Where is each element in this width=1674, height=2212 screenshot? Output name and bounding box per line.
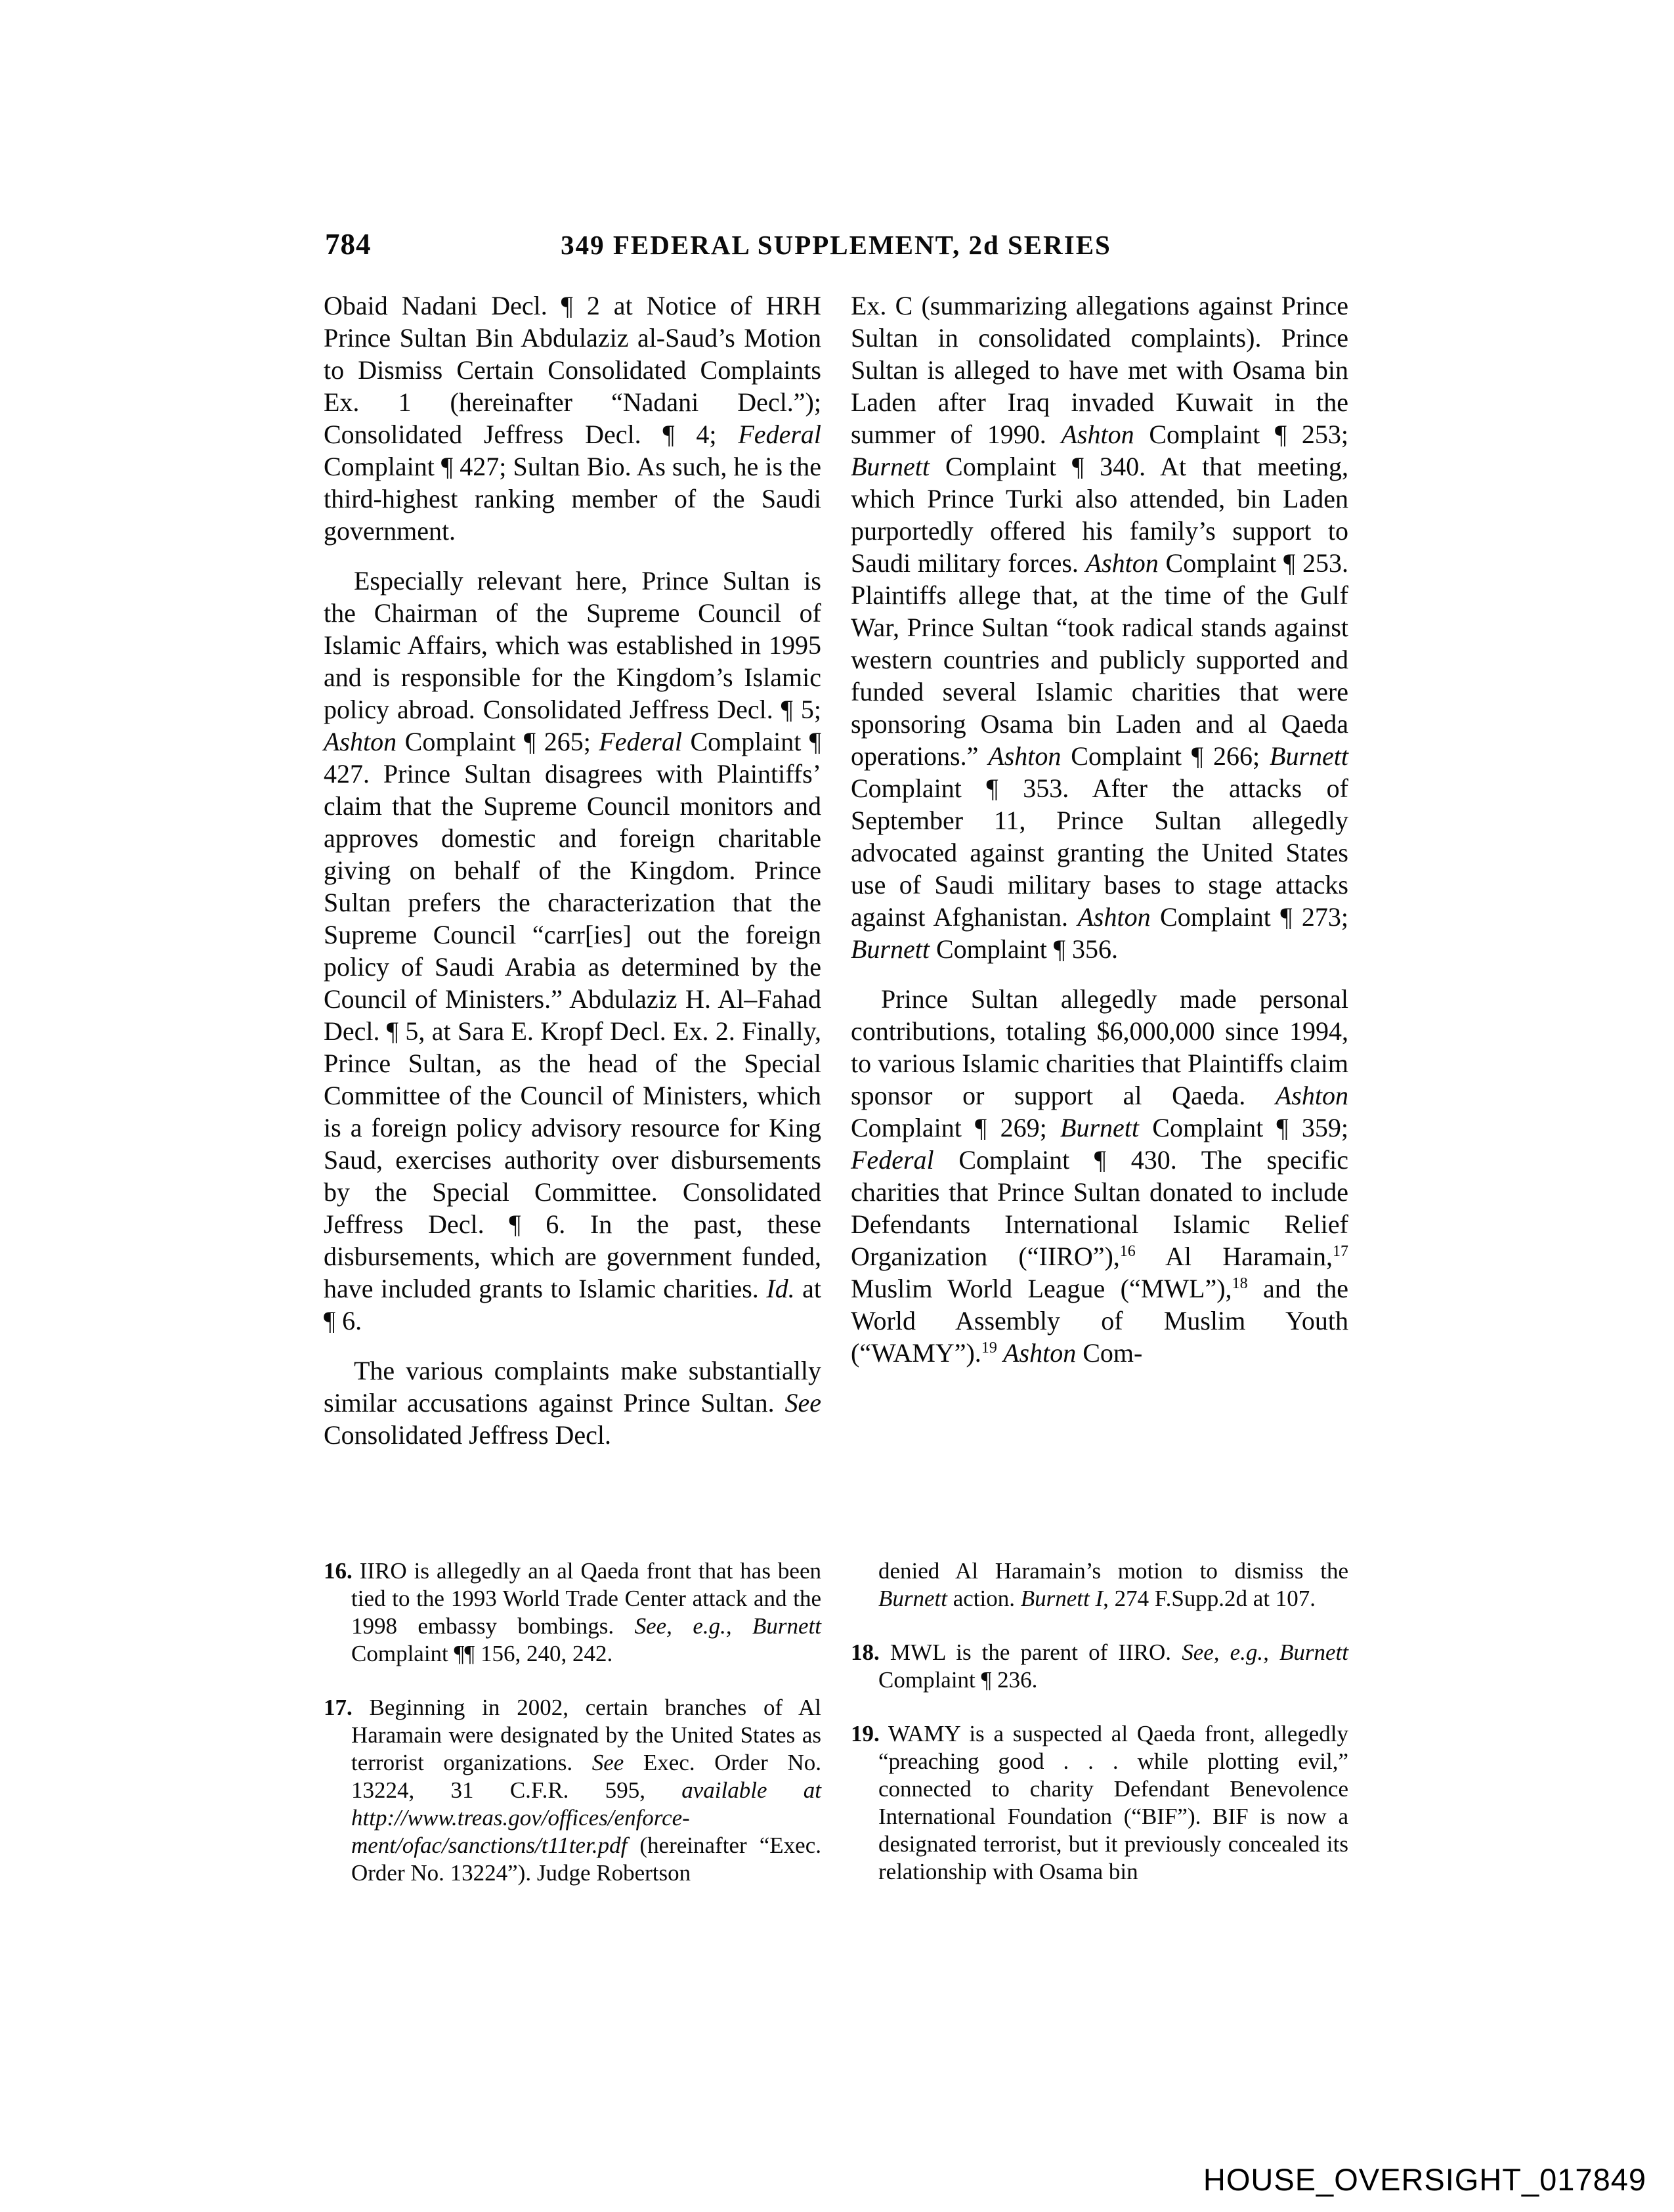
- case-name-italic: Ashton: [997, 1338, 1077, 1368]
- text-segment: Complaint ¶ 265;: [397, 727, 599, 756]
- text-segment: Complaint ¶ 266;: [1061, 741, 1270, 771]
- text-segment: Obaid Nadani Decl. ¶ 2 at Notice of HRH Prince Sultan Bin Abdulaziz al-Saud’s Motion to Dismiss Certain Consolidated Complaints Ex. 1 (hereinafter “Nadani Decl.”); Consolidated Jeffress Decl. ¶ 4;: [324, 291, 821, 449]
- paragraph-left-1: [324, 290, 821, 547]
- text-segment: action.: [947, 1586, 1021, 1611]
- footnote-18: [851, 1639, 1348, 1694]
- case-name-italic: Federal: [851, 1145, 934, 1175]
- case-name-italic: Burnett: [851, 934, 930, 964]
- footnote-16: [324, 1557, 821, 1668]
- footnote-number: 18.: [851, 1639, 880, 1665]
- case-name-italic: Ashton: [988, 741, 1062, 771]
- footnote-ref-19: 19: [981, 1339, 997, 1356]
- footnote-number: 17.: [324, 1695, 353, 1720]
- running-head: [324, 227, 1348, 261]
- text-segment: Complaint ¶ 359;: [1139, 1113, 1349, 1142]
- footnote-ref-18: 18: [1232, 1275, 1248, 1292]
- text-segment: Com-: [1076, 1338, 1143, 1368]
- text-segment: Complaint ¶ 356.: [929, 934, 1118, 964]
- page-number: 784: [325, 228, 372, 261]
- see-cite-italic: See, e.g., Burnett: [634, 1613, 821, 1639]
- text-segment: MWL is the parent of IIRO.: [879, 1639, 1182, 1665]
- footnote-ref-17: 17: [1332, 1243, 1348, 1260]
- text-segment: IIRO is allegedly an al Qaeda front that has been tied to the 1993 World Trade Center attack and the 1998 embassy bombings.: [351, 1558, 821, 1639]
- paragraph-left-3: [324, 1355, 821, 1451]
- text-segment: Complaint ¶ 253. Plaintiffs allege that, at the time of the Gulf War, Prince Sultan “took radical stands against western countries and publicly supported and funded several Islamic charities that were sponsoring Osama bin Laden and al Qaeda operations.”: [851, 548, 1349, 771]
- case-name-italic: Ashton: [1085, 548, 1159, 578]
- case-name-italic: Burnett: [1060, 1113, 1139, 1142]
- see-signal-italic: See: [784, 1388, 821, 1418]
- text-segment: Complaint ¶ 427; Sultan Bio. As such, he is the third-highest ranking member of the Saudi government.: [324, 452, 821, 546]
- text-segment: Exec. Order No. 13224, 31 C.F.R. 595,: [351, 1750, 821, 1803]
- case-name-italic: Federal: [599, 727, 682, 756]
- text-segment: Beginning in 2002, certain branches of Al Haramain were designated by the United States as terrorist organizations.: [351, 1695, 821, 1775]
- text-segment: , 274 F.Supp.2d at 107.: [1103, 1586, 1316, 1611]
- case-name-italic: Burnett I: [1020, 1586, 1104, 1611]
- text-segment: The various complaints make substantially similar accusations against Prince Sultan.: [324, 1356, 821, 1418]
- case-name-italic: Burnett: [851, 452, 930, 481]
- text-segment: Complaint ¶ 269;: [851, 1113, 1061, 1142]
- text-segment: Prince Sultan allegedly made personal contributions, totaling $6,000,000 since 1994, to various Islamic charities that Plaintiffs claim sponsor or support al Qaeda.: [851, 984, 1348, 1110]
- text-segment: (hereinafter “Exec. Order No. 13224”). Judge Robertson: [351, 1832, 821, 1886]
- paragraph-right-2: [851, 983, 1348, 1369]
- text-segment: Complaint ¶ 430. The specific charities that Prince Sultan donated to include Defendants International Islamic Relief Organization (“IIRO”),: [851, 1145, 1348, 1271]
- text-segment: Complaint ¶ 340. At that meeting, which Prince Turki also attended, bin Laden purportedly offered his family’s support to Saudi military forces.: [851, 452, 1348, 578]
- case-name-italic: Ashton: [1077, 902, 1151, 932]
- text-segment: Muslim World League (“MWL”),: [851, 1274, 1232, 1303]
- text-segment: Complaint ¶ 273;: [1150, 902, 1349, 932]
- left-footnotes: [324, 1557, 821, 1887]
- see-cite-italic: See, e.g., Burnett: [1182, 1639, 1349, 1665]
- right-footnotes: [851, 1557, 1348, 1886]
- footnote-ref-16: 16: [1119, 1243, 1136, 1260]
- footnote-19: [851, 1720, 1348, 1886]
- footnote-17: [324, 1694, 821, 1887]
- right-column: [851, 290, 1348, 1369]
- text-segment: Ex. C (summarizing allegations against Prince Sultan in consolidated complaints). Prince Sultan is alleged to have met with Osama bin Laden after Iraq invaded Kuwait in the summer of 1990.: [851, 291, 1348, 449]
- case-name-italic: Federal: [738, 420, 821, 449]
- case-name-italic: Burnett: [878, 1586, 947, 1611]
- reporter-title: 349 FEDERAL SUPPLEMENT, 2d SERIES: [561, 230, 1111, 260]
- bates-stamp-watermark: HOUSE_OVERSIGHT_017849: [1203, 2162, 1646, 2197]
- id-cite-italic: Id.: [766, 1274, 795, 1303]
- text-segment: Complaint ¶ 353. After the attacks of September 11, Prince Sultan allegedly advocated against granting the United States use of Saudi military bases to stage attacks against Afghanistan.: [851, 773, 1348, 932]
- left-column: [324, 290, 821, 1451]
- text-segment: and the World Assembly of Muslim Youth (“WAMY”).: [851, 1274, 1348, 1368]
- case-name-italic: Ashton: [324, 727, 397, 756]
- url-italic: available at http://www.treas.gov/offices/enforce- ment/ofac/sanctions/t11ter.pdf: [351, 1777, 822, 1858]
- text-segment: Complaint ¶¶ 156, 240, 242.: [351, 1641, 613, 1666]
- text-segment: at ¶ 6.: [324, 1274, 821, 1335]
- text-segment: denied Al Haramain’s motion to dismiss the: [878, 1558, 1348, 1584]
- paragraph-left-2: [324, 565, 821, 1337]
- text-segment: Al Haramain,: [1135, 1242, 1333, 1271]
- case-name-italic: Ashton: [1275, 1081, 1348, 1110]
- text-segment: Complaint ¶ 236.: [878, 1667, 1038, 1693]
- footnote-number: 16.: [324, 1558, 353, 1584]
- case-name-italic: Ashton: [1061, 420, 1134, 449]
- footnote-number: 19.: [851, 1721, 880, 1746]
- see-signal-italic: See: [591, 1750, 624, 1775]
- text-segment: Complaint ¶ 253;: [1134, 420, 1349, 449]
- paragraph-right-1: [851, 290, 1348, 965]
- footnote-17-continuation: [851, 1557, 1348, 1613]
- text-segment: Especially relevant here, Prince Sultan is the Chairman of the Supreme Council of Islamic Affairs, which was established in 1995 and is responsible for the Kingdom’s Islamic policy abroad. Consolidated Jeffress Decl. ¶ 5;: [324, 566, 821, 724]
- text-segment: Complaint ¶ 427. Prince Sultan disagrees with Plaintiffs’ claim that the Supreme Council monitors and approves domestic and foreign charitable giving on behalf of the Kingdom. Prince Sultan prefers the characterization that the Supreme Council “carr[ies] out the foreign policy of Saudi Arabia as determined by the Council of Ministers.” Abdulaziz H. Al–Fahad Decl. ¶ 5, at Sara E. Kropf Decl. Ex. 2. Finally, Prince Sultan, as the head of the Special Committee of the Council of Ministers, which is a foreign policy advisory resource for King Saud, exercises authority over disbursements by the Special Committee. Consolidated Jeffress Decl. ¶ 6. In the past, these disbursements, which are government funded, have included grants to Islamic charities.: [324, 727, 822, 1303]
- case-name-italic: Burnett: [1270, 741, 1349, 771]
- text-segment: Consolidated Jeffress Decl.: [324, 1420, 612, 1450]
- text-segment: WAMY is a suspected al Qaeda front, allegedly “preaching good . . . while plotting evil,” connected to charity Defendant Benevolence International Foundation (“BIF”). BIF is now a designated terrorist, but it previously concealed its relationship with Osama bin: [878, 1721, 1348, 1884]
